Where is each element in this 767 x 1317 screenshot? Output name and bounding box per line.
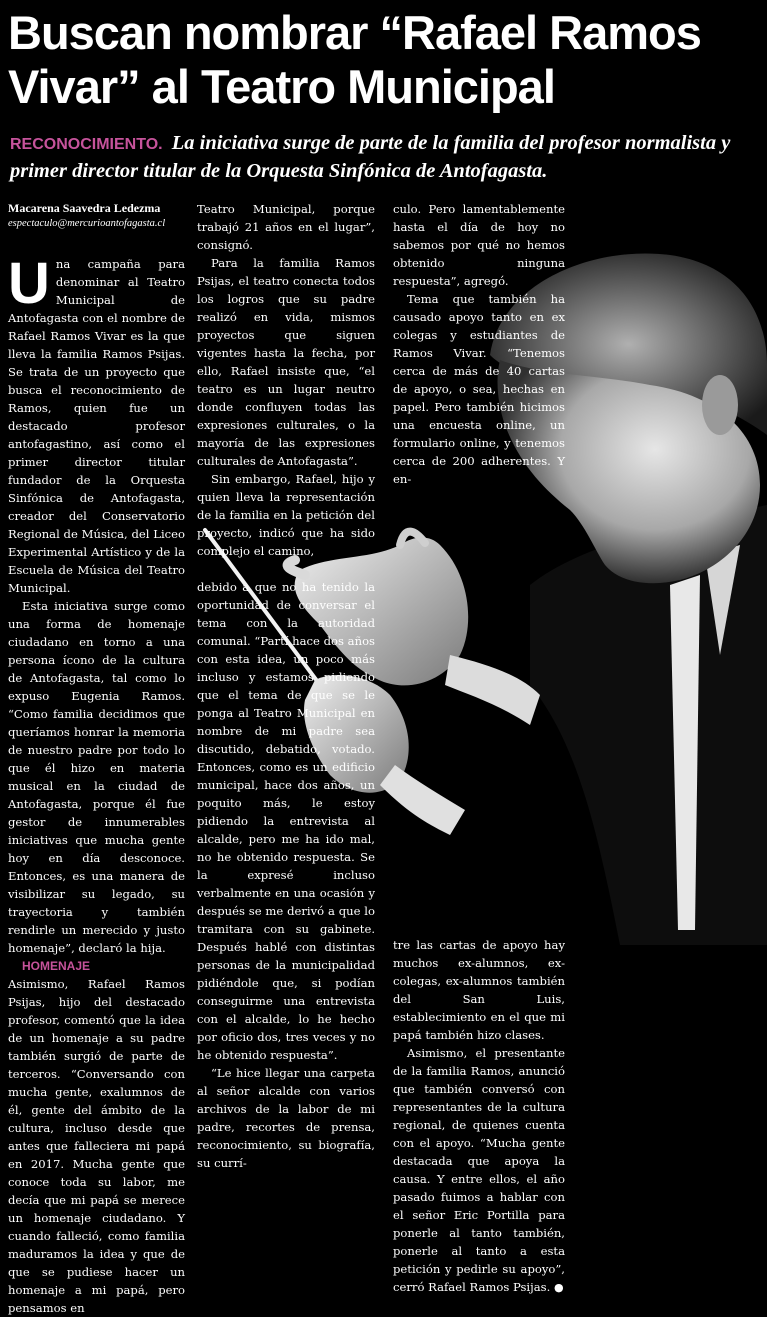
paragraph: Esta iniciativa surge como una forma de homenaje ciudadano en torno a una persona ícono de la cultura de Antofagasta, tal como lo expuso Eugenia Ramos. “Como familia decidimos que queríamos honrar la memoria de nuestro padre por todo lo que él hizo en materia musical en la ciudad de Antofagasta, porque él fue gestor de innumerables iniciativas que mucha gente hoy en día desconoce. Entonces, es una manera de visibilizar su legado, su trayectoria y también rendirle un merecido y justo homenaje”, declaró la hija. (8, 599, 185, 955)
paragraph: debido a que no ha tenido la oportunidad de conversar el tema con la autoridad comunal. “Partí hace dos años con esta idea, un poco más incluso y estamos pidiendo que el tema de que se le ponga al Teatro Municipal en nombre de mi padre sea discutido, debatido, votado. Entonces, como es un edificio municipal, hace dos años, un poquito más, le estoy pidiendo la entrevista al alcalde, pero me ha ido mal, no he obtenido respuesta. Se la expresé incluso verbalmente en una ocasión y después se me derivó a que lo tramitara con su gabinete. Después hablé con distintas personas de la municipalidad pidiéndole que, si podían conseguirme una entrevista con el alcalde, lo he hecho por oficio dos, tres veces y no he obtenido respuesta”. (197, 580, 375, 1062)
paragraph: tre las cartas de apoyo hay muchos ex-alumnos, ex-colegas, ex-alumnos también del San Luis, establecimiento en el que mi papá también hizo clases. (393, 938, 565, 1042)
paragraph: culo. Pero lamentablemente hasta el día de hoy no sabemos por qué no hemos obtenido ninguna respuesta”, agregó. (393, 202, 565, 288)
paragraph: “Le hice llegar una carpeta al señor alcalde con varios archivos de la labor de mi padre, recortes de prensa, reconocimiento, su biografía, su currí- (197, 1066, 375, 1170)
lead-text: La iniciativa surge de parte de la familia del profesor normalista y primer director titular de la Orquesta Sinfónica de Antofagasta. (10, 132, 731, 182)
column-2-top (197, 200, 375, 560)
byline (8, 200, 188, 232)
paragraph (393, 1044, 565, 1297)
paragraph (8, 251, 185, 597)
end-mark-icon: ● (553, 1281, 564, 1294)
paragraph: Asimismo, Rafael Ramos Psijas, hijo del destacado profesor, comentó que la idea de un homenaje a su padre también surgió de parte de terceros. “Conversando con mucha gente, exalumnos de él, gente del ámbito de la cultura, incluso desde que antes que falleciera mi papá en 2017. Mucha gente que conoce toda su labor, me decía que mi papá se merece un homenaje ciudadano. Y cuando falleció, como familia maduramos la idea y que de que se pudiese hacer un homenaje a mi papá, pero pensamos en (8, 977, 185, 1315)
paragraph: Sin embargo, Rafael, hijo y quien lleva la representación de la familia en la petición del proyecto, indicó que ha sido complejo el camino, (197, 472, 375, 558)
paragraph-text: na campaña para denominar al Teatro Municipal de Antofagasta con el nombre de Rafael Ramos Vivar es la que lleva la familia Ramos Psijas. Se trata de un proyecto que busca el reconocimiento de Ramos, quien fue un destacado profesor antofagastino, así como el primer director titular fundador de la Orquesta Sinfónica de Antofagasta, creador del Conservatorio Regional de Música, del Liceo Experimental Artístico y de la Escuela de Música del Teatro Municipal. (8, 257, 185, 595)
column-2-bottom (197, 578, 375, 1172)
paragraph-text: Asimismo, el presentante de la familia Ramos, anunció que también conversó con representantes de la cultura regional, de quienes cuenta con el apoyo. “Mucha gente destacada que apoya la causa. Y entre ellos, el año pasado fuimos a hablar con el señor Eric Portilla para ponerle al tanto también, ponerle al tanto a esta petición y pedirle su apoyo”, cerró Rafael Ramos Psijas. (393, 1046, 565, 1294)
paragraph: Tema que también ha causado apoyo tanto en ex colegas y estudiantes de Ramos Vivar. “Tenemos cerca de más de 40 cartas de apoyo, o sea, hechas en papel. Pero también hicimos una encuesta online, un formulario online, y tenemos cerca de 200 adherentes. Y en- (393, 292, 565, 486)
dropcap: U (8, 251, 50, 316)
column-3-bottom (393, 936, 565, 1297)
column-3-top (393, 200, 565, 488)
section-subhead: HOMENAJE (22, 959, 91, 973)
paragraph: Para la familia Ramos Psijas, el teatro conecta todos los logros que su padre realizó en vida, mismos proyectos que siguen vigentes hasta la fecha, por ello, Rafael insiste que, “el teatro es un lugar neutro donde confluyen todas las expresiones culturales, o la mayoría de las expresiones culturales de Antofagasta”. (197, 256, 375, 468)
author-name: Macarena Saavedra Ledezma (8, 201, 161, 215)
paragraph: Teatro Municipal, porque trabajó 21 años en el lugar”, consignó. (197, 202, 375, 252)
author-email[interactable]: espectaculo@mercurioantofagasta.cl (8, 218, 166, 229)
headline: Buscan nombrar “Rafael Ramos Vivar” al Teatro Municipal (8, 6, 701, 113)
lead-paragraph (10, 130, 760, 184)
lead-kicker: RECONOCIMIENTO. (10, 136, 163, 153)
column-1 (8, 251, 185, 1317)
